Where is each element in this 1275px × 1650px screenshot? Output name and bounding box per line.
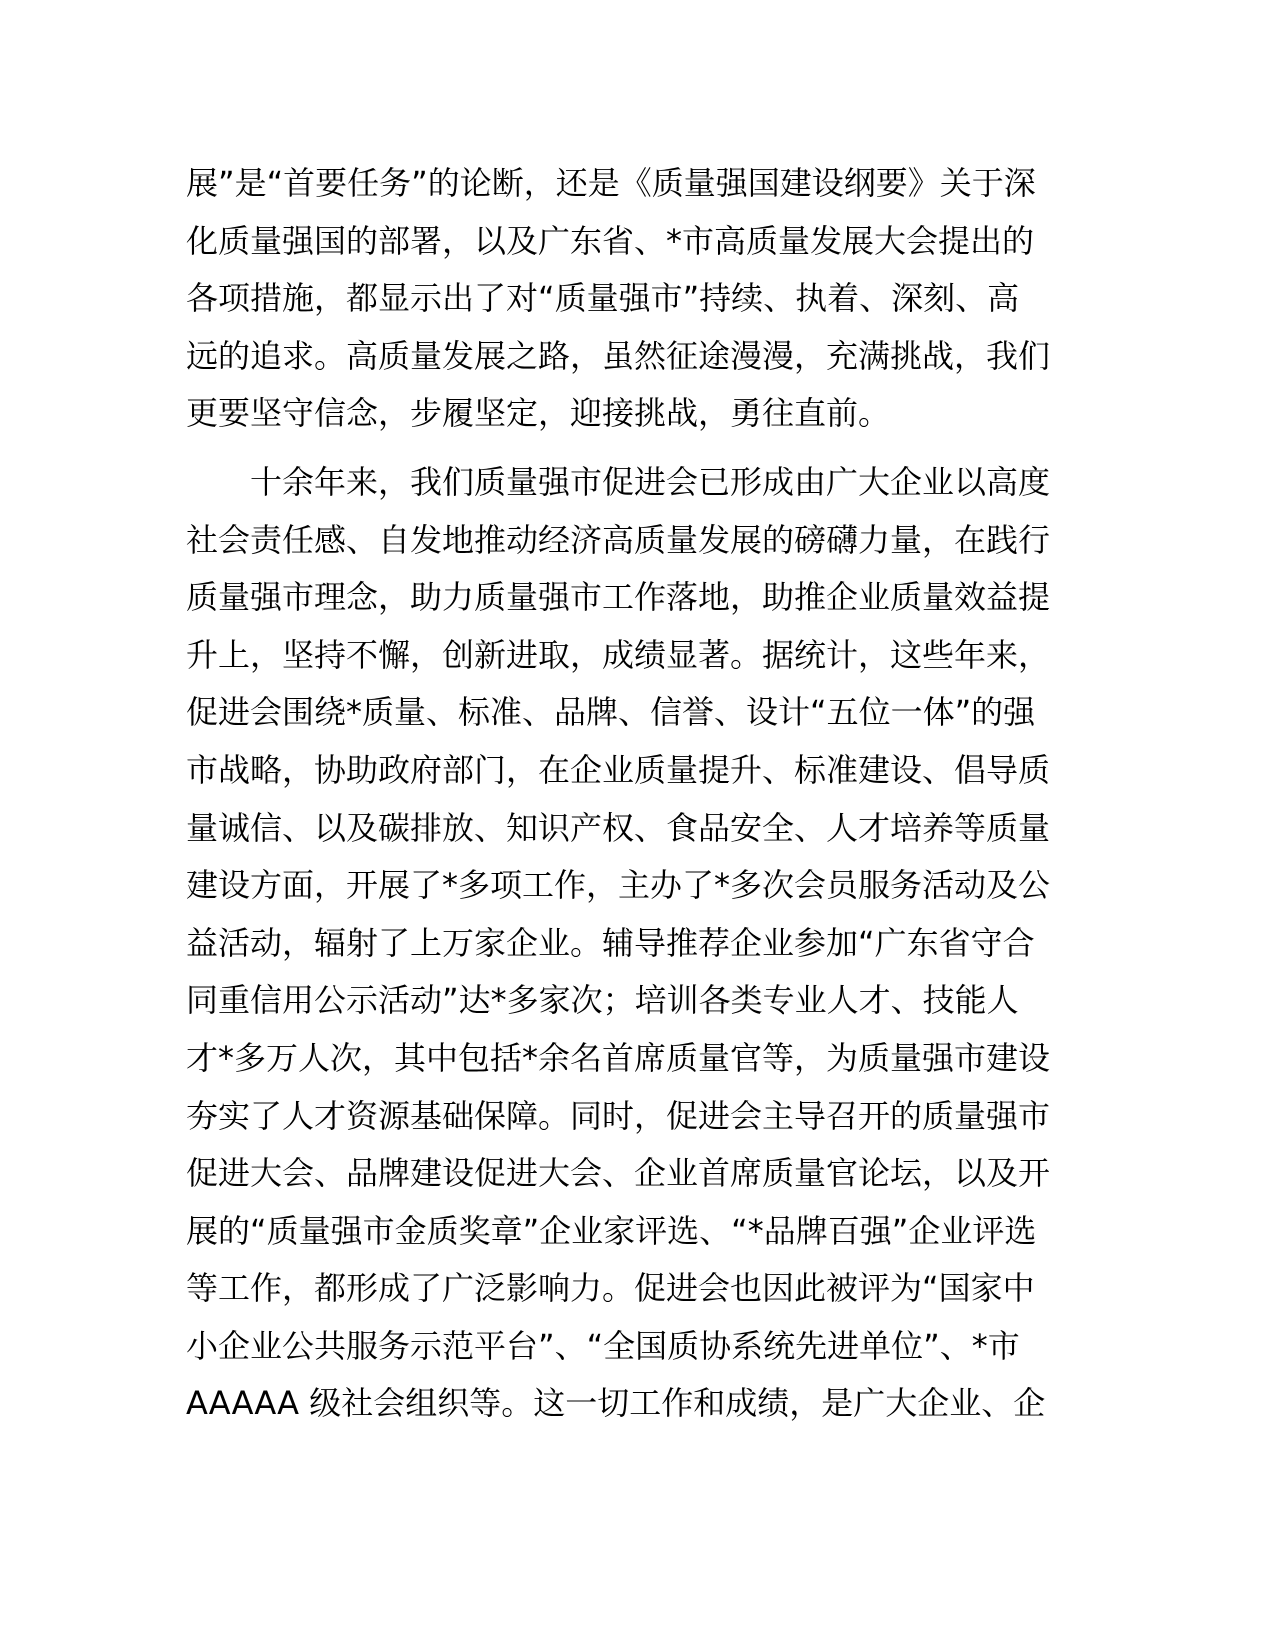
paragraph-spacer: [186, 443, 1086, 454]
text-line: 益活动，辐射了上万家企业。辅导推荐企业参加“广东省守合: [186, 923, 1035, 962]
text-line: 等工作，都形成了广泛影响力。促进会也因此被评为“国家中: [186, 1269, 1035, 1308]
text-line: 小企业公共服务示范平台”、“全国质协系统先进单位”、*市: [186, 1326, 1020, 1365]
text-line: 远的追求。高质量发展之路，虽然征途漫漫，充满挑战，我们: [186, 336, 1051, 375]
text-line: 升上，坚持不懈，创新进取，成绩显著。据统计，这些年来，: [186, 635, 1051, 674]
text-line: 同重信用公示活动”达*多家次；培训各类专业人才、技能人: [186, 981, 1019, 1020]
text-line: 促进会围绕*质量、标准、品牌、信誉、设计“五位一体”的强: [186, 693, 1036, 732]
text-line: 各项措施，都显示出了对“质量强市”持续、执着、深刻、高: [186, 279, 1020, 318]
text-line: 量诚信、以及碳排放、知识产权、食品安全、人才培养等质量: [186, 808, 1051, 847]
text-line: 夯实了人才资源基础保障。同时，促进会主导召开的质量强市: [186, 1096, 1051, 1135]
text-line: 展”是“首要任务”的论断，还是《质量强国建设纲要》关于深: [186, 164, 1036, 202]
text-line: 展的“质量强市金质奖章”企业家评选、“*品牌百强”企业评选: [186, 1211, 1037, 1250]
text-line: AAAAA 级社会组织等。这一切工作和成绩，是广大企业、企: [186, 1384, 1046, 1423]
text-line: 社会责任感、自发地推动经济高质量发展的磅礴力量，在践行: [186, 520, 1051, 559]
text-line: 才*多万人次，其中包括*余名首席质量官等，为质量强市建设: [186, 1038, 1051, 1077]
body-text: [186, 155, 1086, 1433]
text-line: 市战略，协助政府部门，在企业质量提升、标准建设、倡导质: [186, 750, 1051, 789]
text-line: 促进大会、品牌建设促进大会、企业首席质量官论坛，以及开: [186, 1154, 1051, 1193]
text-line: 更要坚守信念，步履坚定，迎接挑战，勇往直前。: [186, 394, 891, 433]
text-line-first-indented: 十余年来，我们质量强市促进会已形成由广大企业以高度: [250, 462, 1051, 501]
paragraph-2: [186, 454, 1086, 1433]
text-line: 质量强市理念，助力质量强市工作落地，助推企业质量效益提: [186, 578, 1051, 617]
text-line: 建设方面，开展了*多项工作，主办了*多次会员服务活动及公: [186, 866, 1051, 905]
text-line: 化质量强国的部署，以及广东省、*市高质量发展大会提出的: [186, 221, 1035, 260]
paragraph-1: [186, 155, 1086, 443]
